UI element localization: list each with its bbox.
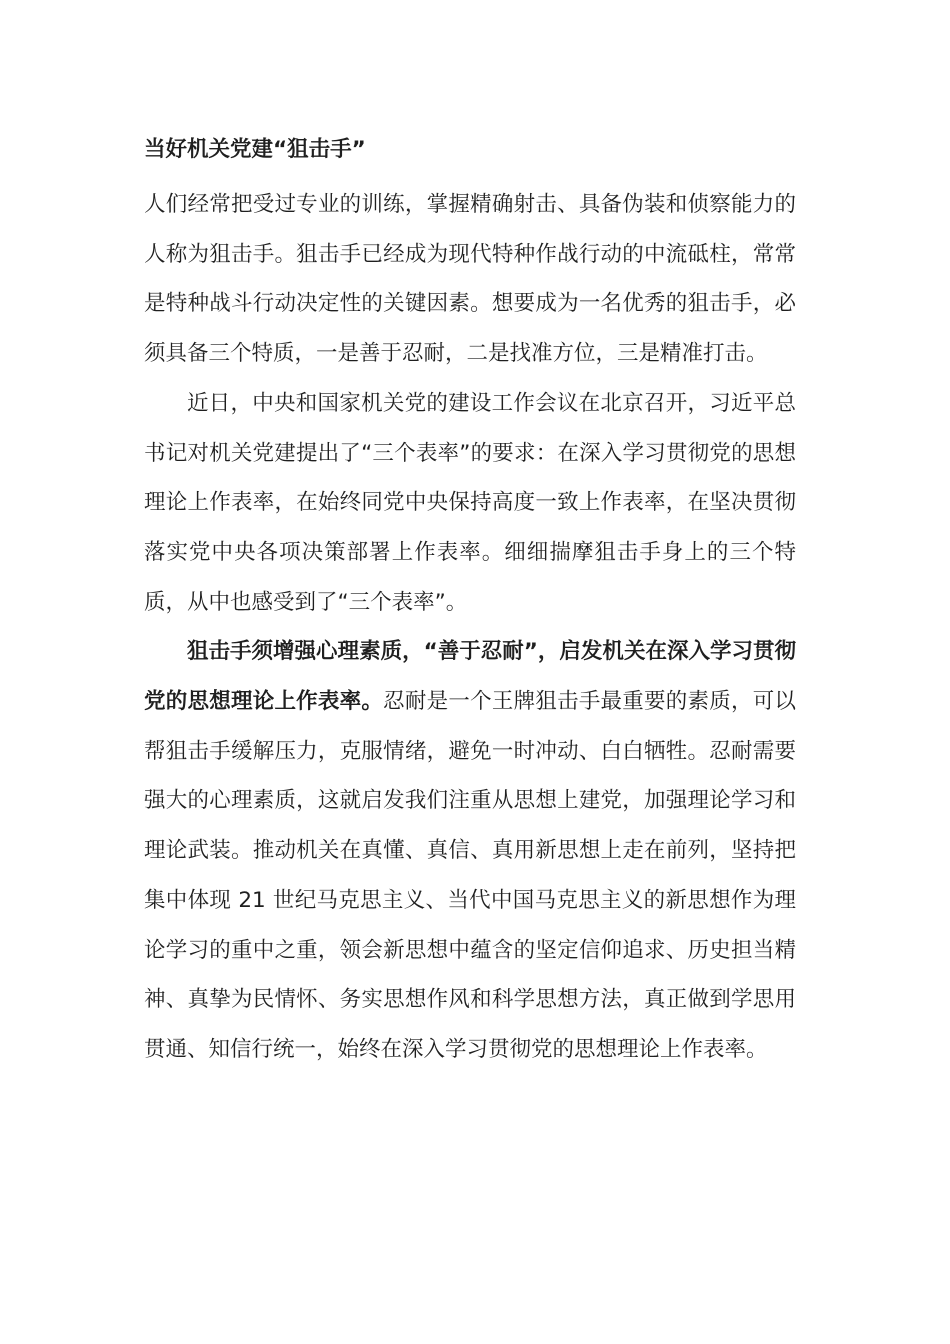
paragraph-patience xyxy=(144,627,796,1074)
document-page xyxy=(144,130,796,1075)
paragraph-meeting-text: 近日，中央和国家机关党的建设工作会议在北京召开，习近平总书记对机关党建提出了“三个表率”的要求：在深入学习贯彻党的思想理论上作表率，在始终同党中央保持高度一致上作表率，在坚决贯彻落实党中央各项决策部署上作表率。细细揣摩狙击手身上的三个特质，从中也感受到了“三个表率”。 xyxy=(144,390,796,615)
paragraph-intro xyxy=(144,180,796,379)
paragraph-patience-lead: 狙击手须增强心理素质，“善于忍耐”，启发机关在深入学习贯彻党的思想理论上作表率。 xyxy=(144,639,796,715)
paragraph-intro-text: 人们经常把受过专业的训练，掌握精确射击、具备伪装和侦察能力的人称为狙击手。狙击手已经成为现代特种作战行动的中流砥柱，常常是特种战斗行动决定性的关键因素。想要成为一名优秀的狙击手，必须具备三个特质，一是善于忍耐，二是找准方位，三是精准打击。 xyxy=(144,192,796,367)
paragraph-meeting xyxy=(144,379,796,628)
document-title: 当好机关党建“狙击手” xyxy=(144,137,366,162)
paragraph-patience-text: 忍耐是一个王牌狙击手最重要的素质，可以帮狙击手缓解压力，克服情绪，避免一时冲动、白白牺牲。忍耐需要强大的心理素质，这就启发我们注重从思想上建党，加强理论学习和理论武装。推动机关在真懂、真信、真用新思想上走在前列，坚持把集中体现 21 世纪马克思主义、当代中国马克思主义的新思想作为理论学习的重中之重，领会新思想中蕴含的坚定信仰追求、历史担当精神、真挚为民情怀、务实思想作风和科学思想方法，真正做到学思用贯通、知信行统一，始终在深入学习贯彻党的思想理论上作表率。 xyxy=(144,689,796,1062)
